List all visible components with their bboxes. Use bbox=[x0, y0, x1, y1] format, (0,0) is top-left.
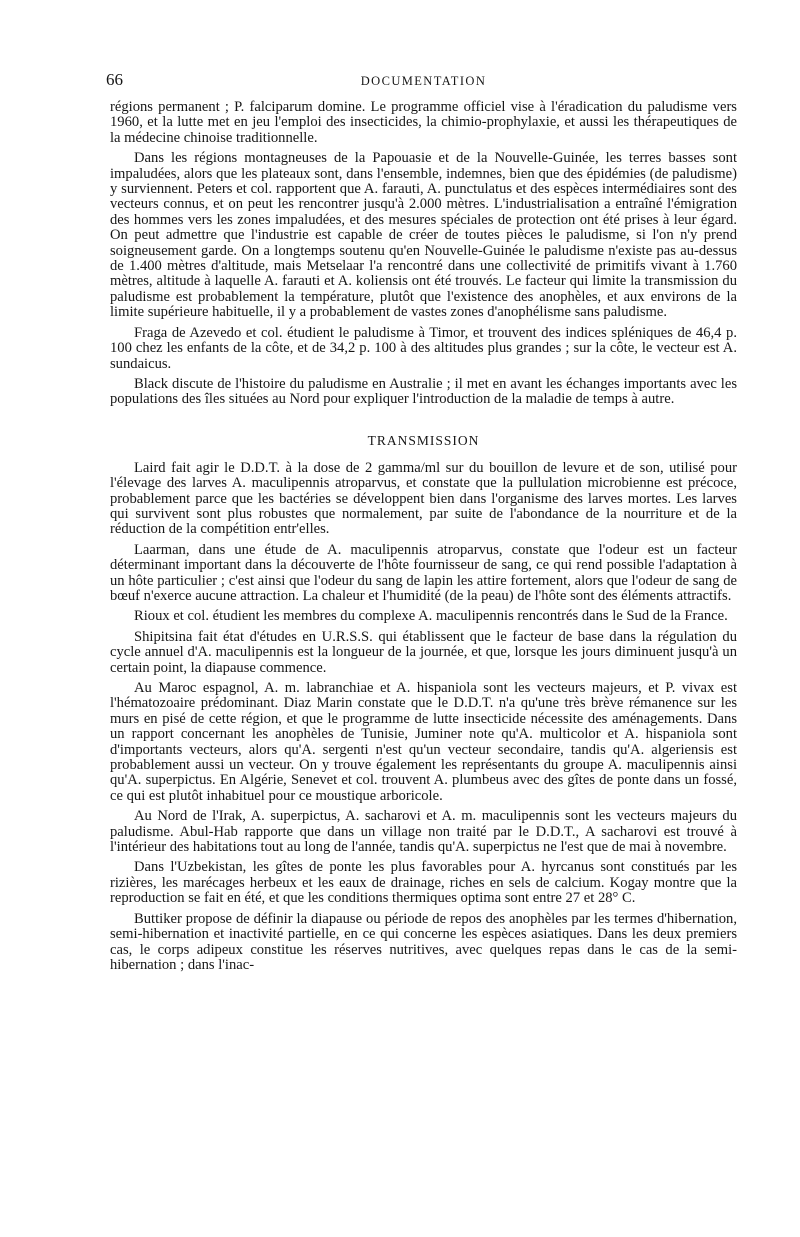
paragraph: Laarman, dans une étude de A. maculipennis atroparvus, constate que l'odeur est un facteur déterminant important dans la découverte de l'hôte fournisseur de sang, ce qui rend possible l'adaptation à un hôte particulier ; c'est ainsi que l'odeur du sang de lapin les attire fortement, alors que l'odeur de sang de bœuf n'exerce aucune attraction. La chaleur et l'humidité (de la peau) de l'hôte sont des éléments attractifs. bbox=[110, 541, 737, 604]
running-title: DOCUMENTATION bbox=[360, 74, 487, 88]
paragraph: Dans l'Uzbekistan, les gîtes de ponte les plus favorables pour A. hyrcanus sont constitués par les rizières, les marécages herbeux et les eaux de drainage, riches en sels de calcium. Kogay montre que la reproduction se fait en été, et que les conditions thermiques optima sont entre 27 et 28° C. bbox=[110, 859, 737, 907]
paragraph: régions permanent ; P. falciparum domine. Le programme officiel vise à l'éradication du paludisme vers 1960, et la lutte met en jeu l'emploi des insecticides, la chimio-prophylaxie, et aussi les thérapeutiques de la médecine chinoise traditionnelle. bbox=[110, 99, 737, 146]
paragraph: Laird fait agir le D.D.T. à la dose de 2 gamma/ml sur du bouillon de levure et de son, utilisé pour l'élevage des larves A. maculipennis atroparvus, et constate que la pullulation microbienne est précoce, probablement parce que les bactéries se développent bien dans l'organisme des larves mortes. Les larves qui survivent sont plus robustes que normalement, par suite de l'abondance de la nourriture et de la réduction de la compétition entr'elles. bbox=[110, 459, 737, 538]
paragraph: Au Nord de l'Irak, A. superpictus, A. sacharovi et A. m. maculipennis sont les vecteurs majeurs du paludisme. Abul-Hab rapporte que dans un village non traité par le D.D.T., A sacharovi est trouvé à l'intérieur des habitations tout au long de l'année, tandis qu'A. superpictus ne l'est que de mai à novembre. bbox=[110, 808, 737, 856]
document-page bbox=[106, 60, 737, 978]
paragraph: Black discute de l'histoire du paludisme en Australie ; il met en avant les échanges importants avec les populations des îles situées au Nord pour expliquer l'introduction de la maladie de temps à autre. bbox=[110, 375, 737, 408]
section-heading: TRANSMISSION bbox=[367, 432, 480, 448]
paragraph: Buttiker propose de définir la diapause ou période de repos des anophèles par les termes d'hibernation, semi-hibernation et inactivité partielle, en ce qui concerne les espèces asiatiques. Dans les deux premiers cas, le corps adipeux constitue les réserves nutritives, avec quelques repas dans le cas de la semi-hibernation ; dans l'inac- bbox=[110, 910, 737, 973]
article-body bbox=[110, 100, 737, 973]
paragraph: Dans les régions montagneuses de la Papouasie et de la Nouvelle-Guinée, les terres basses sont impaludées, alors que les plateaux sont, dans l'ensemble, indemnes, bien que des épidémies (de paludisme) y surviennent. Peters et col. rapportent que A. farauti, A. punctulatus et des espèces intermédiaires sont des vecteurs connus, et on peut les rencontrer jusqu'à 2.000 mètres. L'industrialisation a entraîné l'émigration des hommes vers les zones impaludées, et des mesures spéciales de protection ont été prises à leur égard. On peut admettre que l'industrie est capable de créer de toutes pièces le paludisme, si l'on n'y prend soigneusement garde. On a longtemps soutenu qu'en Nouvelle-Guinée le paludisme n'existe pas au-dessus de 1.400 mètres d'altitude, mais Metselaar l'a rencontré dans une collectivité de primitifs vivant à 1.760 mètres, altitude à laquelle A. farauti et A. koliensis ont été trouvés. Le facteur qui limite la transmission du paludisme est probablement la température, plutôt que l'existence des anophèles, et aux environs de la limite supérieure habituelle, il y a probablement de vastes zones d'anophélisme sans paludisme. bbox=[110, 150, 737, 321]
page-number: 66 bbox=[106, 70, 123, 89]
paragraph: Shipitsina fait état d'études en U.R.S.S. qui établissent que le facteur de base dans la régulation du cycle annuel d'A. maculipennis est la longueur de la journée, et que, lorsque les jours diminuent jusqu'à un certain point, la diapause commence. bbox=[110, 628, 737, 676]
paragraph: Au Maroc espagnol, A. m. labranchiae et A. hispaniola sont les vecteurs majeurs, et P. vivax est l'hématozoaire prédominant. Diaz Marin constate que le D.D.T. n'a qu'une très brève rémanence sur les murs en pisé de cette région, et que le programme de lutte insecticide nécessite des aménagements. Dans un rapport concernant les anophèles de Tunisie, Juminer note qu'A. multicolor et A. hispaniola sont d'importants vecteurs, alors qu'A. sergenti n'est qu'un vecteur secondaire, tandis qu'A. algeriensis est probablement aussi un vecteur. On y trouve également les représentants du groupe A. maculipennis ainsi qu'A. superpictus. En Algérie, Senevet et col. trouvent A. plumbeus avec des gîtes de ponte dans un fossé, ce qui est plutôt inhabituel pour ce moustique arboricole. bbox=[110, 680, 737, 804]
paragraph: Rioux et col. étudient les membres du complexe A. maculipennis rencontrés dans le Sud de la France. bbox=[134, 608, 728, 625]
paragraph: Fraga de Azevedo et col. étudient le paludisme à Timor, et trouvent des indices spléniques de 46,4 p. 100 chez les enfants de la côte, et de 34,2 p. 100 à des altitudes plus grandes ; sur la côte, le vecteur est A. sundaicus. bbox=[110, 324, 737, 372]
page-header bbox=[106, 60, 737, 89]
